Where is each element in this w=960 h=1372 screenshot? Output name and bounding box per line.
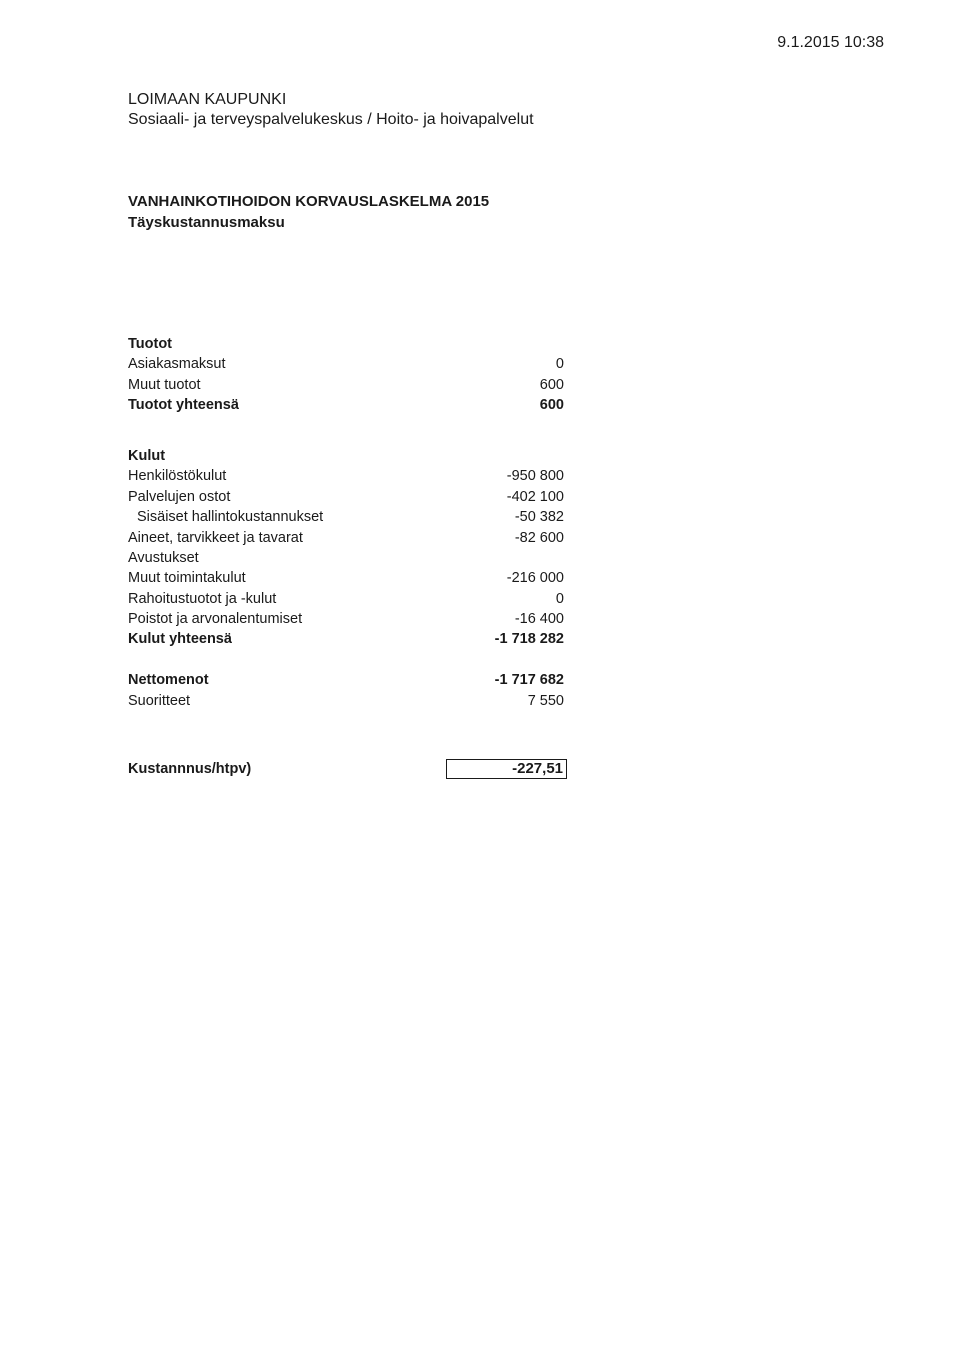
calculation-table [128,334,568,711]
suoritteet-row [128,691,568,711]
row-value: -402 100 [506,488,564,505]
tuotot-heading: Tuotot [128,336,173,352]
table-row [128,507,568,527]
suoritteet-label: Suoritteet [128,692,191,709]
nettomenot-value: -1 717 682 [494,672,564,689]
kulut-total-row [128,629,568,649]
department-name: Sosiaali- ja terveyspalvelukeskus / Hoito- ja hoivapalvelut [128,111,534,128]
row-value: -216 000 [506,570,564,587]
nettomenot-label: Nettomenot [128,672,209,689]
table-row [128,528,568,548]
table-row [128,609,568,629]
organization-block [128,90,534,130]
kulut-heading: Kulut [128,447,166,464]
row-value: 0 [555,356,564,373]
print-timestamp: 9.1.2015 10:38 [777,34,884,51]
table-row [128,375,568,395]
suoritteet-value: 7 550 [527,692,564,709]
row-label: Muut tuotot [128,376,201,393]
row-label: Avustukset [128,549,199,566]
cost-per-day-label: Kustannnus/htpv) [128,761,252,777]
row-label: Muut toimintakulut [128,570,246,587]
cost-per-day-box [446,759,567,779]
row-label: Sisäiset hallintokustannukset [137,509,324,526]
report-title: VANHAINKOTIHOIDON KORVAUSLASKELMA 2015 [128,193,490,210]
table-row [128,568,568,588]
report-subtitle: Täyskustannusmaksu [128,214,285,231]
tuotot-total-row [128,395,568,415]
row-label: Palvelujen ostot [128,488,231,505]
row-value: 0 [555,590,564,607]
tuotot-total-label: Tuotot yhteensä [128,397,239,414]
table-row [128,466,568,486]
row-value: -82 600 [514,529,564,546]
row-value: -50 382 [514,509,564,526]
table-row [128,354,568,374]
kulut-total-value: -1 718 282 [494,631,564,648]
row-value: -950 800 [506,468,564,485]
row-label: Aineet, tarvikkeet ja tavarat [128,529,303,546]
row-label: Rahoitustuotot ja -kulut [128,590,277,607]
kulut-total-label: Kulut yhteensä [128,631,232,648]
tuotot-heading-row [128,334,568,354]
row-label: Henkilöstökulut [128,468,227,485]
table-row [128,548,568,568]
cost-per-day-value: -227,51 [512,760,563,777]
report-title-block [128,191,489,233]
row-label: Asiakasmaksut [128,356,226,373]
kulut-heading-row [128,446,568,466]
row-label: Poistot ja arvonalentumiset [128,611,303,628]
tuotot-total-value: 600 [539,397,564,414]
cost-per-day-row [128,759,568,780]
table-row [128,589,568,609]
row-value: 600 [539,376,564,393]
nettomenot-row [128,670,568,690]
row-value: -16 400 [514,611,564,628]
organization-name: LOIMAAN KAUPUNKI [128,91,287,108]
table-row [128,487,568,507]
